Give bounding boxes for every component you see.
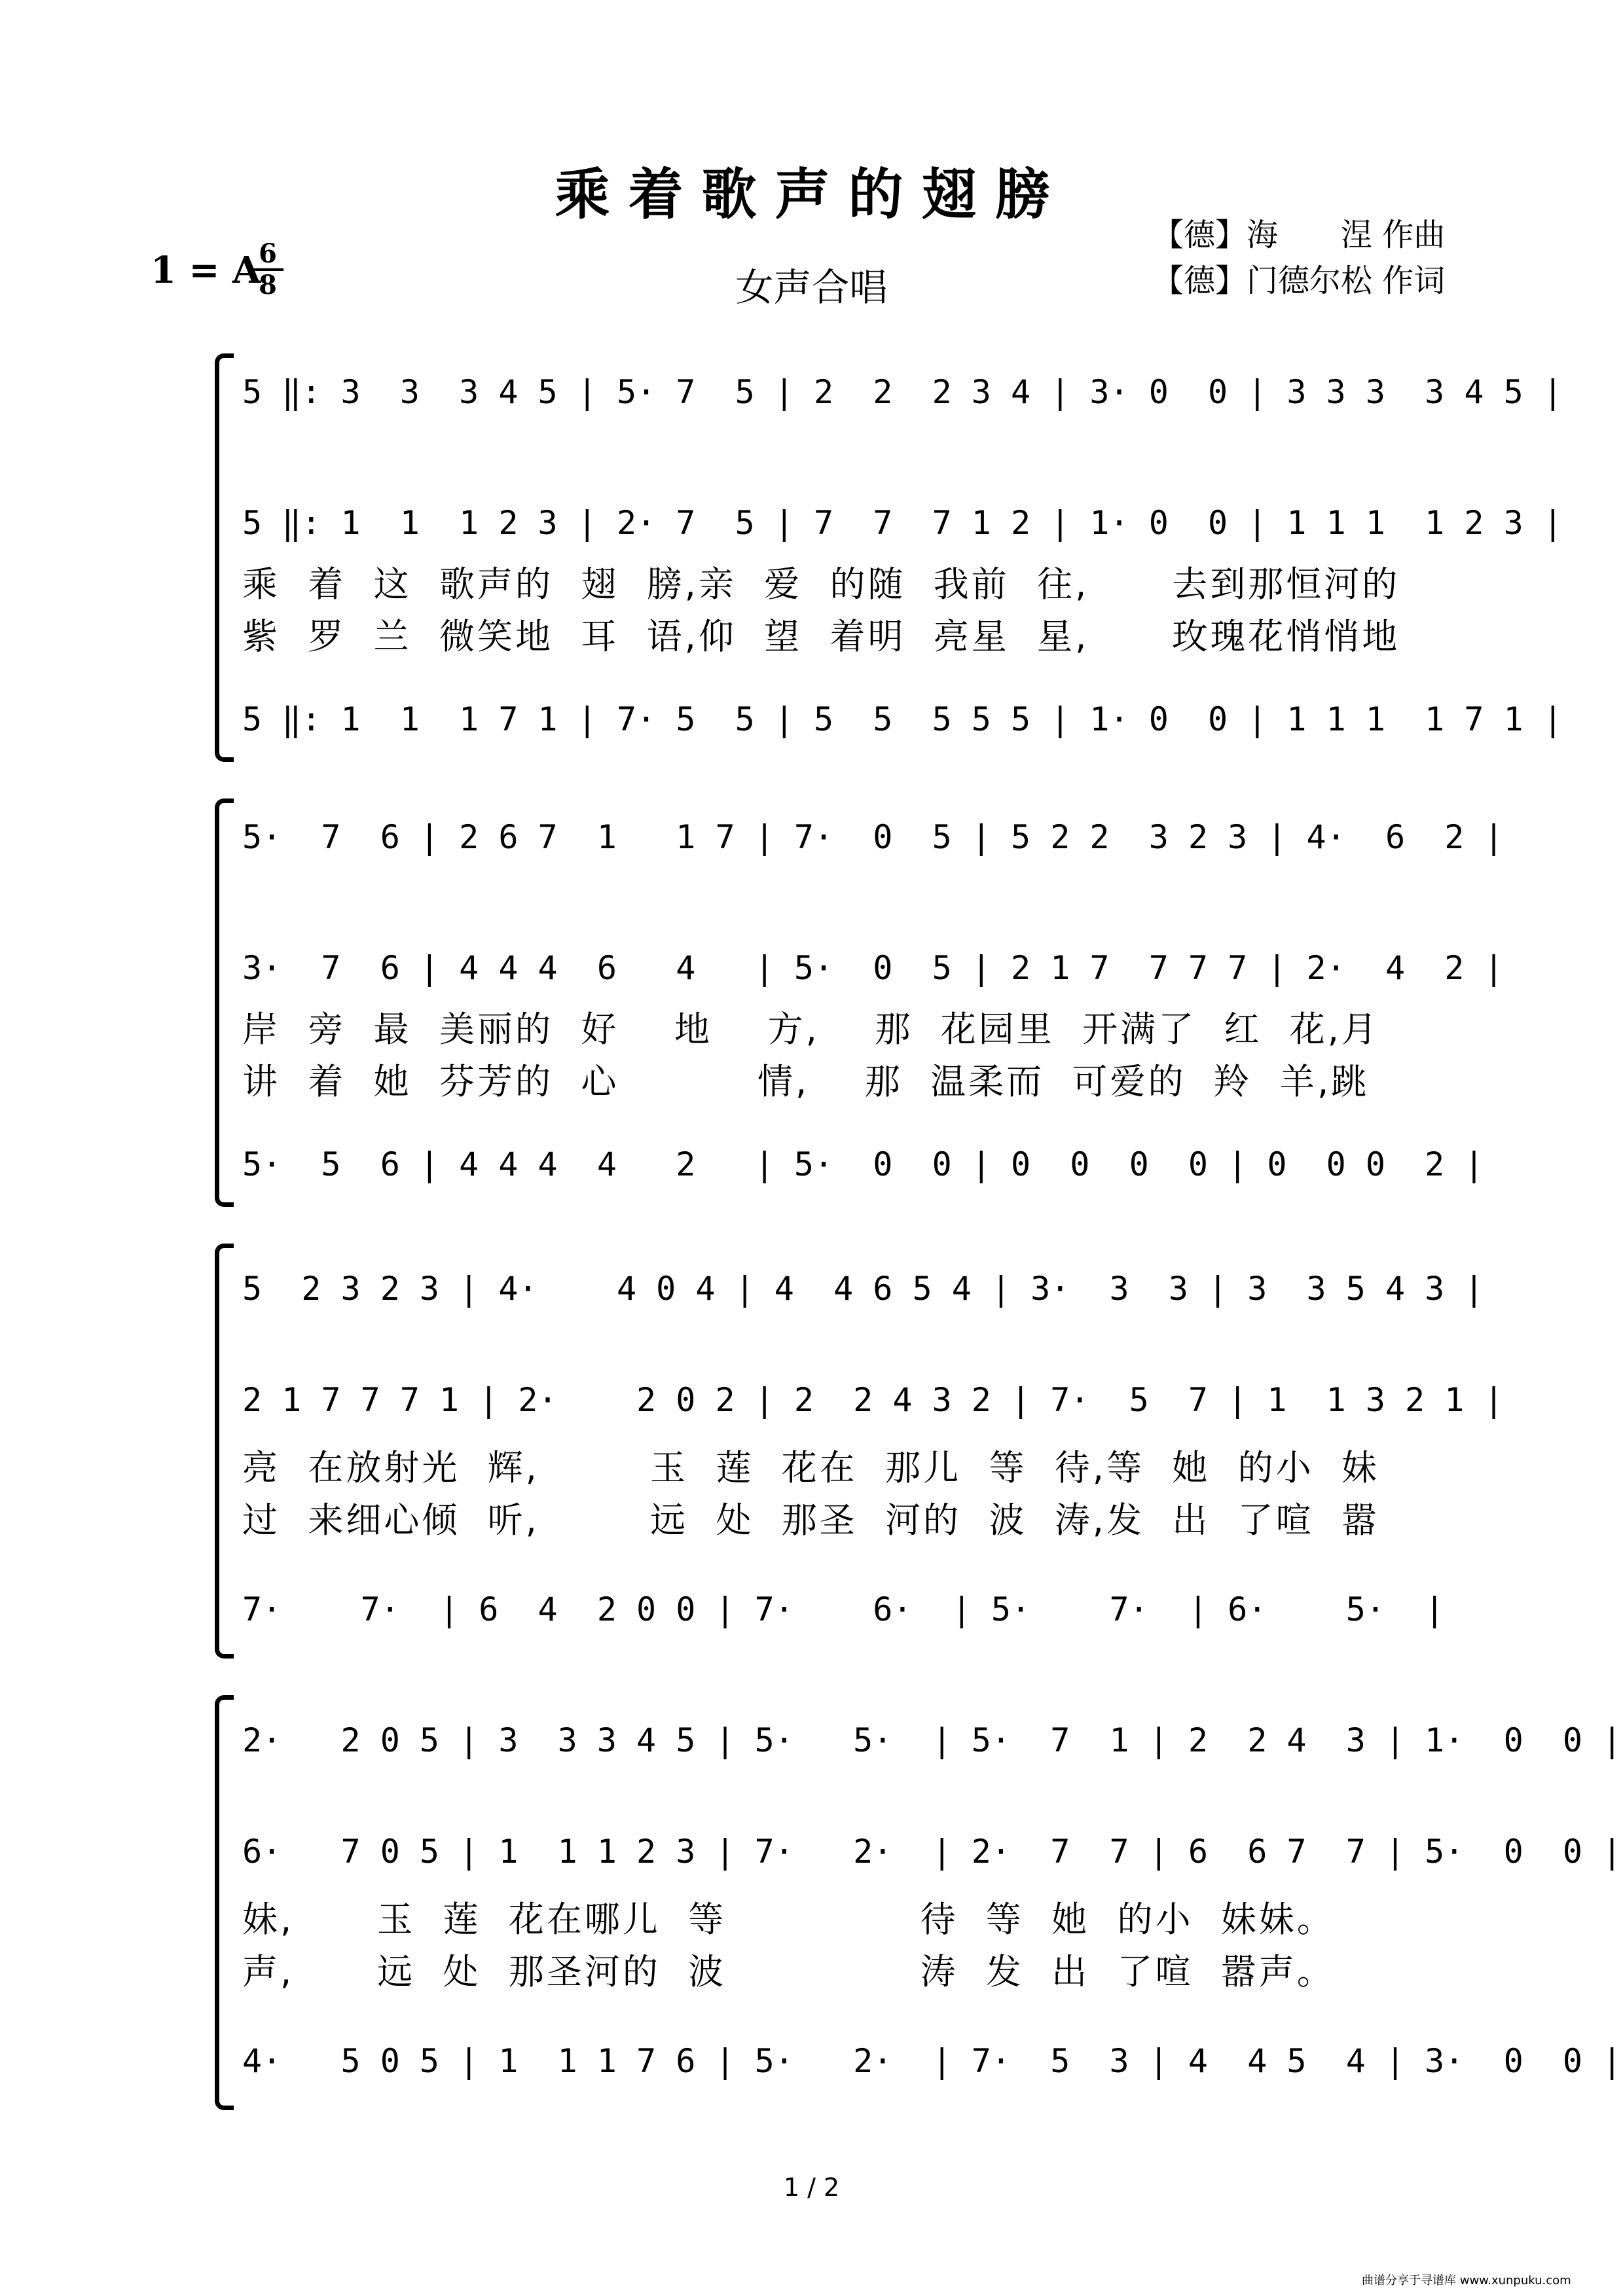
lyric-verse-2: 紫 罗 兰 微笑地 耳 语,仰 望 着明 亮星 星, 玫瑰花悄悄地: [242, 616, 1400, 657]
system-bracket: [215, 353, 234, 762]
system-bracket: [215, 1244, 234, 1659]
alto-staff: 7· 7· | 6 4 2 0 0 | 7· 6· | 5· 7· | 6· 5· |: [242, 1590, 1445, 1628]
system-bracket: [215, 798, 234, 1207]
lyric-verse-1: 妹, 玉 莲 花在哪儿 等 待 等 她 的小 妹妹。: [242, 1899, 1335, 1940]
time-signature-top: 6: [259, 238, 277, 269]
soprano-staff: 5 ‖: 3 3 3 4 5 | 5· 7 5 | 2 2 2 3 4 | 3· 0 0 | 3 3 3 3 4 5 |: [242, 373, 1563, 411]
lyric-verse-1: 亮 在放射光 辉, 玉 莲 花在 那儿 等 待,等 她 的小 妹: [242, 1447, 1379, 1488]
lyric-verse-1: 乘 着 这 歌声的 翅 膀,亲 爱 的随 我前 往, 去到那恒河的: [242, 564, 1400, 605]
lyricist-credit: 【德】门德尔松 作词: [1152, 262, 1446, 299]
lyric-verse-1: 岸 旁 最 美丽的 好 地 方, 那 花园里 开满了 红 花,月: [242, 1009, 1379, 1050]
key-signature: 1 = A: [151, 249, 261, 292]
watermark: 曲谱分享于寻谱库 www.xunpuku.com: [1362, 2274, 1571, 2287]
lyric-verse-2: 声, 远 处 那圣河的 波 涛 发 出 了喧 嚣声。: [242, 1951, 1335, 1992]
mezzo-staff: 2 1 7 7 7 1 | 2· 2 0 2 | 2 2 4 3 2 | 7· 5 7 | 1 1 3 2 1 |: [242, 1381, 1504, 1419]
lyric-verse-2: 讲 着 她 芬芳的 心 情, 那 温柔而 可爱的 羚 羊,跳: [242, 1061, 1370, 1102]
alto-staff: 4· 5 0 5 | 1 1 1 7 6 | 5· 2· | 7· 5 3 | 4 4 5 4 | 3· 0 0 |: [242, 2042, 1622, 2080]
mezzo-staff: 5 ‖: 1 1 1 2 3 | 2· 7 5 | 7 7 7 1 2 | 1· 0 0 | 1 1 1 1 2 3 |: [242, 504, 1563, 542]
system-bracket: [215, 1695, 234, 2110]
mezzo-staff: 6· 7 0 5 | 1 1 1 2 3 | 7· 2· | 2· 7 7 | 6 6 7 7 | 5· 0 0 |: [242, 1833, 1622, 1871]
lyric-verse-2: 过 来细心倾 听, 远 处 那圣 河的 波 涛,发 出 了喧 嚣: [242, 1499, 1379, 1541]
page-title: 乘着歌声的翅膀: [555, 162, 1068, 226]
alto-staff: 5· 5 6 | 4 4 4 4 2 | 5· 0 0 | 0 0 0 0 | 0 0 0 2 |: [242, 1145, 1484, 1183]
soprano-staff: 5· 7 6 | 2 6 7 1 1 7 | 7· 0 5 | 5 2 2 3 2 3 | 4· 6 2 |: [242, 818, 1504, 856]
mezzo-staff: 3· 7 6 | 4 4 4 6 4 | 5· 0 5 | 2 1 7 7 7 7 | 2· 4 2 |: [242, 949, 1504, 987]
time-signature-bottom: 8: [259, 270, 277, 300]
alto-staff: 5 ‖: 1 1 1 7 1 | 7· 5 5 | 5 5 5 5 5 | 1· 0 0 | 1 1 1 1 7 1 |: [242, 700, 1563, 738]
soprano-staff: 2· 2 0 5 | 3 3 3 4 5 | 5· 5· | 5· 7 1 | 2 2 4 3 | 1· 0 0 |: [242, 1721, 1622, 1759]
soprano-staff: 5 2 3 2 3 | 4· 4 0 4 | 4 4 6 5 4 | 3· 3 3 | 3 3 5 4 3 |: [242, 1270, 1484, 1308]
page-number: 1 / 2: [783, 2173, 840, 2202]
composer-credit: 【德】海 涅 作曲: [1152, 217, 1446, 253]
genre-subtitle: 女声合唱: [735, 265, 888, 310]
